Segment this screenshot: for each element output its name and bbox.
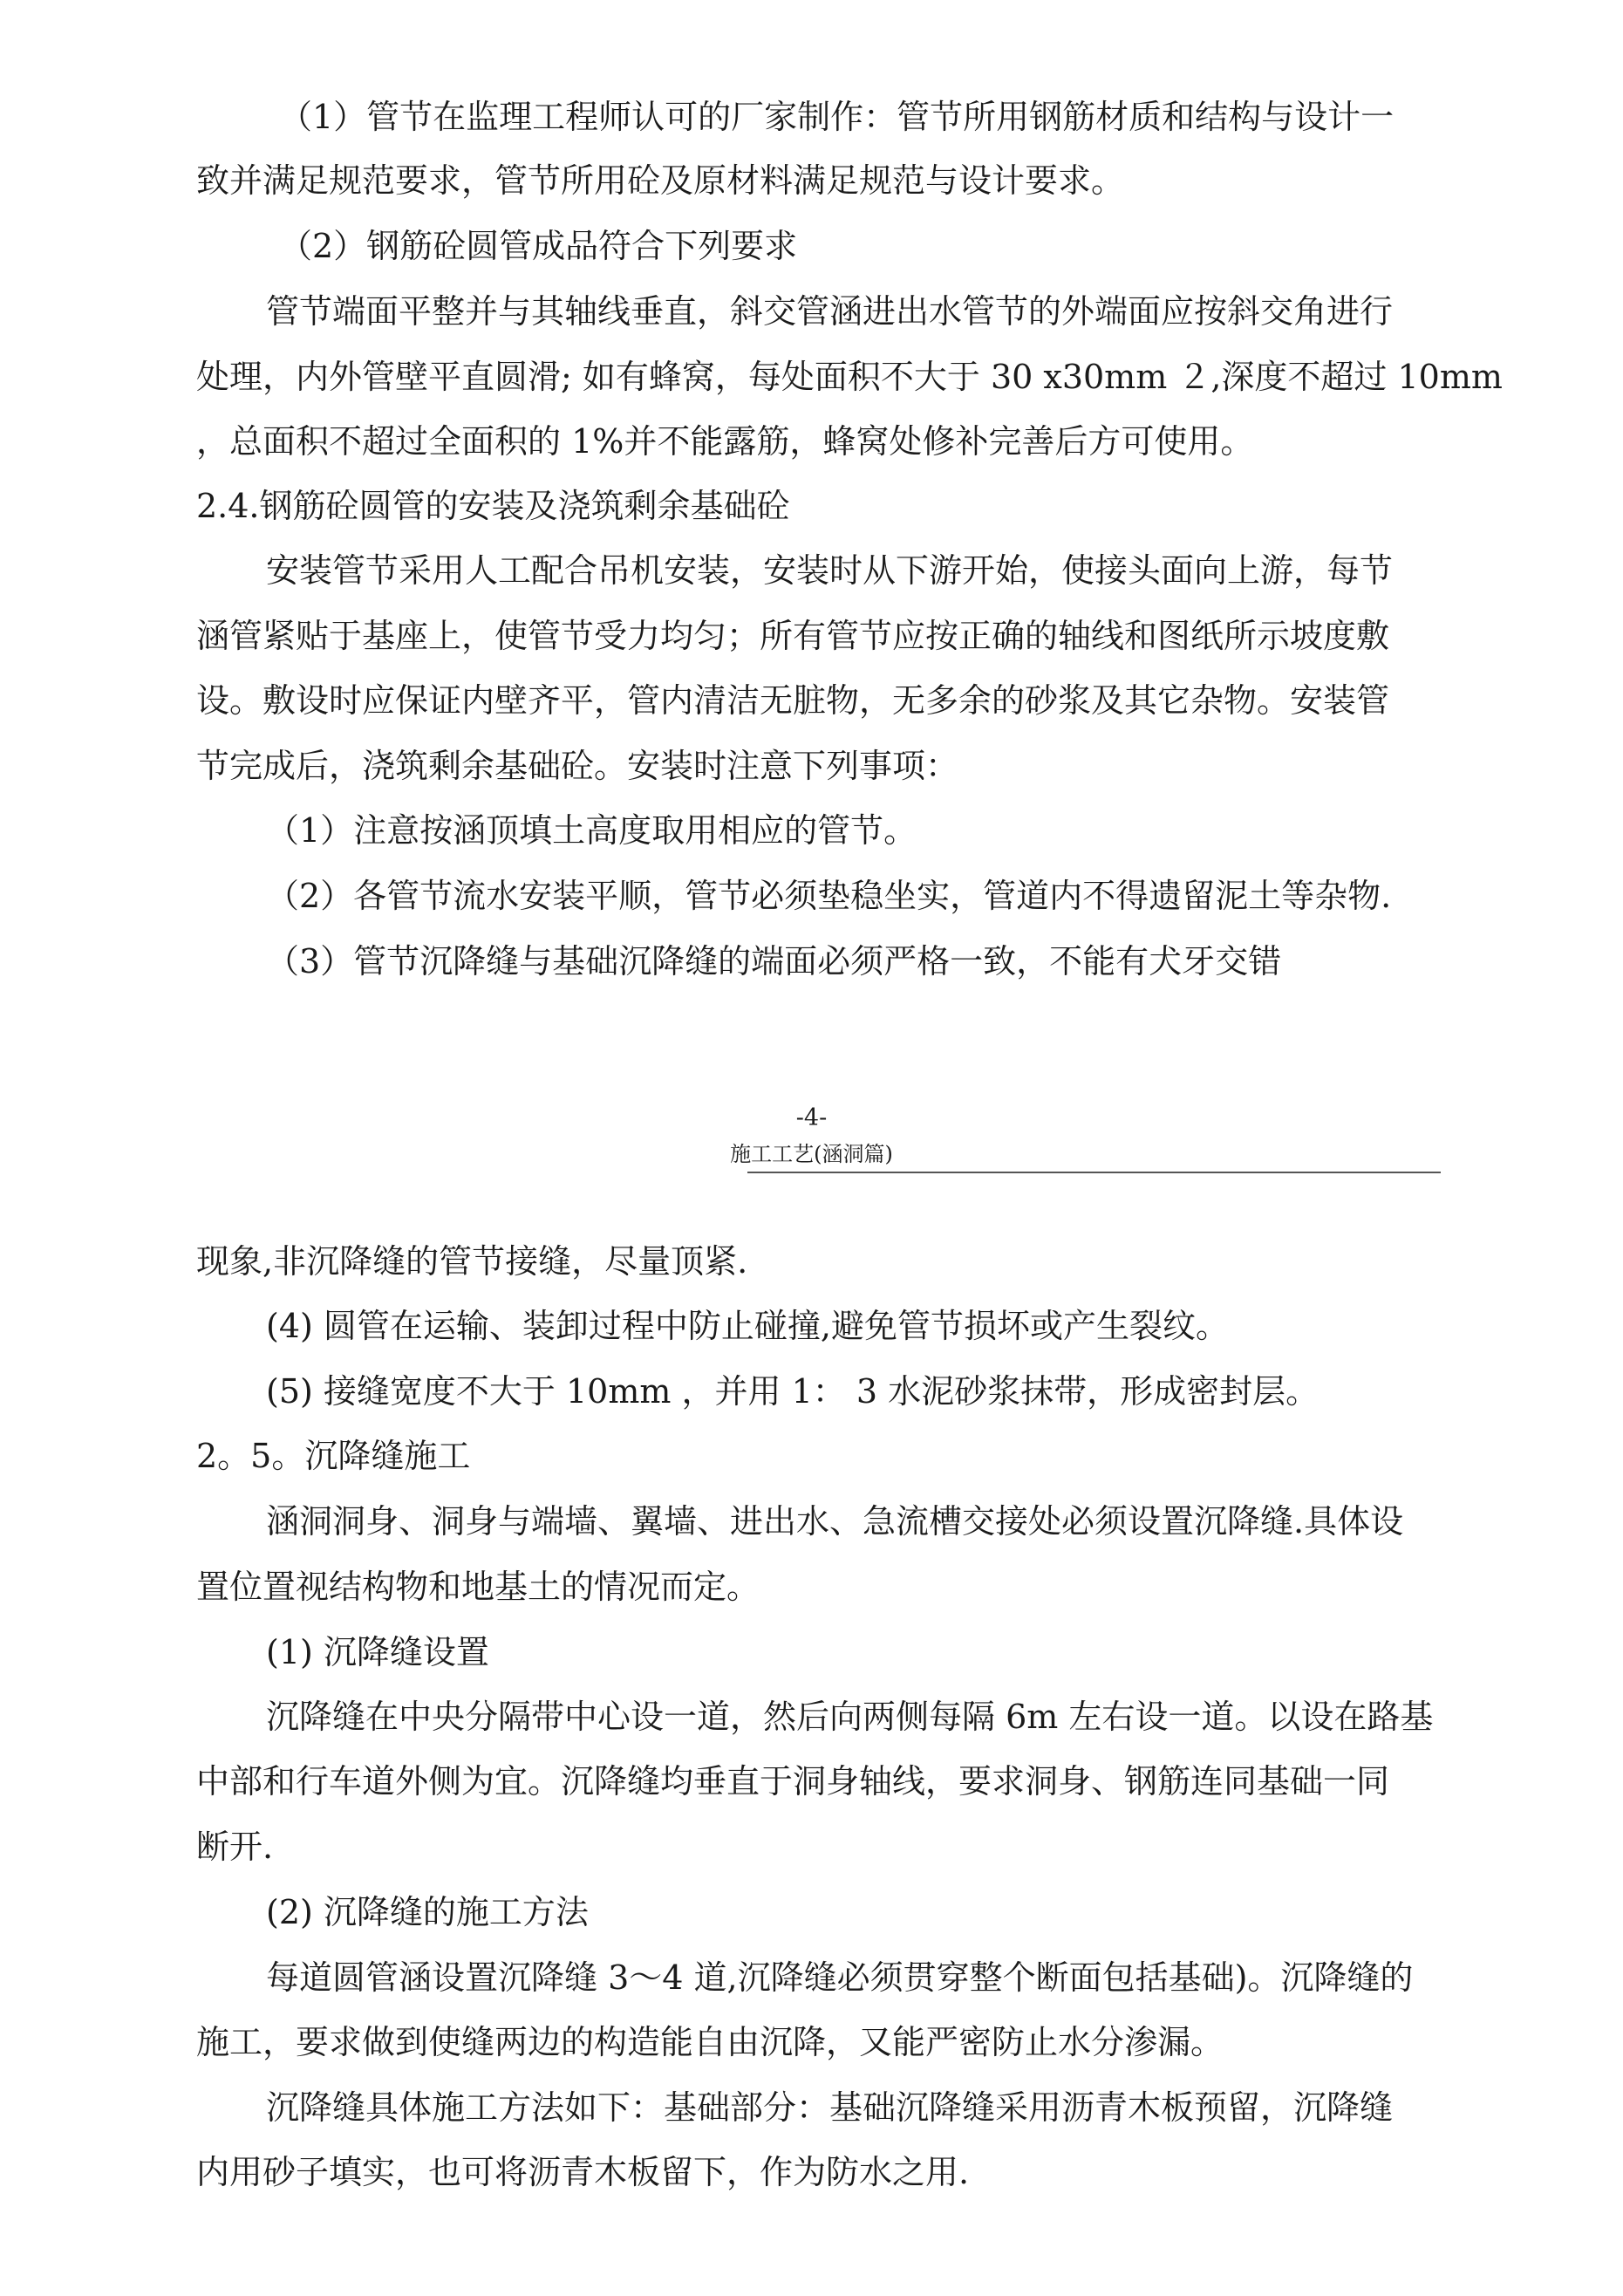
list-item: (5) 接缝宽度不大于 10mm ，并用 1： 3 水泥砂浆抹带，形成密封层。 — [266, 1372, 1320, 1411]
page-number: -4- — [795, 1104, 828, 1131]
paragraph-line: 设。敷设时应保证内壁齐平，管内清洁无脏物，无多余的砂浆及其它杂物。安装管 — [196, 681, 1390, 720]
paragraph-line: 涵管紧贴于基座上，使管节受力均匀；所有管节应按正确的轴线和图纸所示坡度敷 — [196, 617, 1390, 655]
list-item: （1）注意按涵顶填土高度取用相应的管节。 — [266, 811, 917, 850]
paragraph-line: （1）管节在监理工程师认可的厂家制作：管节所用钢筋材质和结构与设计一 — [279, 98, 1395, 136]
paragraph-line: 管节端面平整并与其轴线垂直，斜交管涵进出水管节的外端面应按斜交角进行 — [266, 292, 1394, 331]
paragraph-line: 置位置视结构物和地基土的情况而定。 — [196, 1568, 760, 1606]
subheading: (2) 沉降缝的施工方法 — [266, 1893, 589, 1931]
paragraph-line: 处理，内外管壁平直圆滑; 如有蜂窝，每处面积不大于 30 x30mm ２,深度不超过 10mm — [196, 358, 1503, 396]
paragraph-line: 施工，要求做到使缝两边的构造能自由沉降，又能严密防止水分渗漏。 — [196, 2023, 1224, 2061]
paragraph-line: 断开. — [196, 1828, 274, 1866]
paragraph-line: ，总面积不超过全面积的 1%并不能露筋，蜂窝处修补完善后方可使用。 — [196, 422, 1254, 461]
paragraph-line: 中部和行车道外侧为宜。沉降缝均垂直于洞身轴线，要求洞身、钢筋连同基础一同 — [196, 1762, 1390, 1801]
paragraph-line: 致并满足规范要求，管节所用砼及原材料满足规范与设计要求。 — [196, 161, 1125, 200]
paragraph-line: 现象,非沉降缝的管节接缝，尽量顶紧. — [196, 1242, 748, 1281]
paragraph-line: 内用砂子填实，也可将沥青木板留下，作为防水之用. — [196, 2153, 970, 2191]
paragraph-line: 沉降缝在中央分隔带中心设一道，然后向两侧每隔 6m 左右设一道。以设在路基 — [266, 1698, 1434, 1736]
section-heading: 2。5。沉降缝施工 — [196, 1437, 471, 1475]
paragraph-line: 每道圆管涵设置沉降缝 3〜4 道,沉降缝必须贯穿整个断面包括基础)。沉降缝的 — [266, 1958, 1414, 1997]
subheading: (1) 沉降缝设置 — [266, 1633, 489, 1671]
paragraph-line: 节完成后，浇筑剩余基础砼。安装时注意下列事项： — [196, 747, 959, 785]
paragraph-line: （2）钢筋砼圆管成品符合下列要求 — [279, 227, 798, 265]
paragraph-line: 安装管节采用人工配合吊机安装，安装时从下游开始，使接头面向上游，每节 — [266, 551, 1394, 590]
header-rule — [747, 1172, 1441, 1173]
paragraph-line: 沉降缝具体施工方法如下：基础部分：基础沉降缝采用沥青木板预留，沉降缝 — [266, 2088, 1394, 2127]
running-header: 施工工艺(涵洞篇) — [730, 1142, 893, 1166]
list-item: (4) 圆管在运输、装卸过程中防止碰撞,避免管节损坏或产生裂纹。 — [266, 1307, 1229, 1345]
section-heading: 2.4.钢筋砼圆管的安装及浇筑剩余基础砼 — [196, 487, 790, 525]
paragraph-line: 涵洞洞身、洞身与端墙、翼墙、进出水、急流槽交接处必须设置沉降缝.具体设 — [266, 1502, 1404, 1541]
list-item: （2）各管节流水安装平顺，管节必须垫稳坐实，管道内不得遗留泥土等杂物. — [266, 877, 1392, 915]
list-item: （3）管节沉降缝与基础沉降缝的端面必须严格一致，不能有犬牙交错 — [266, 942, 1282, 981]
